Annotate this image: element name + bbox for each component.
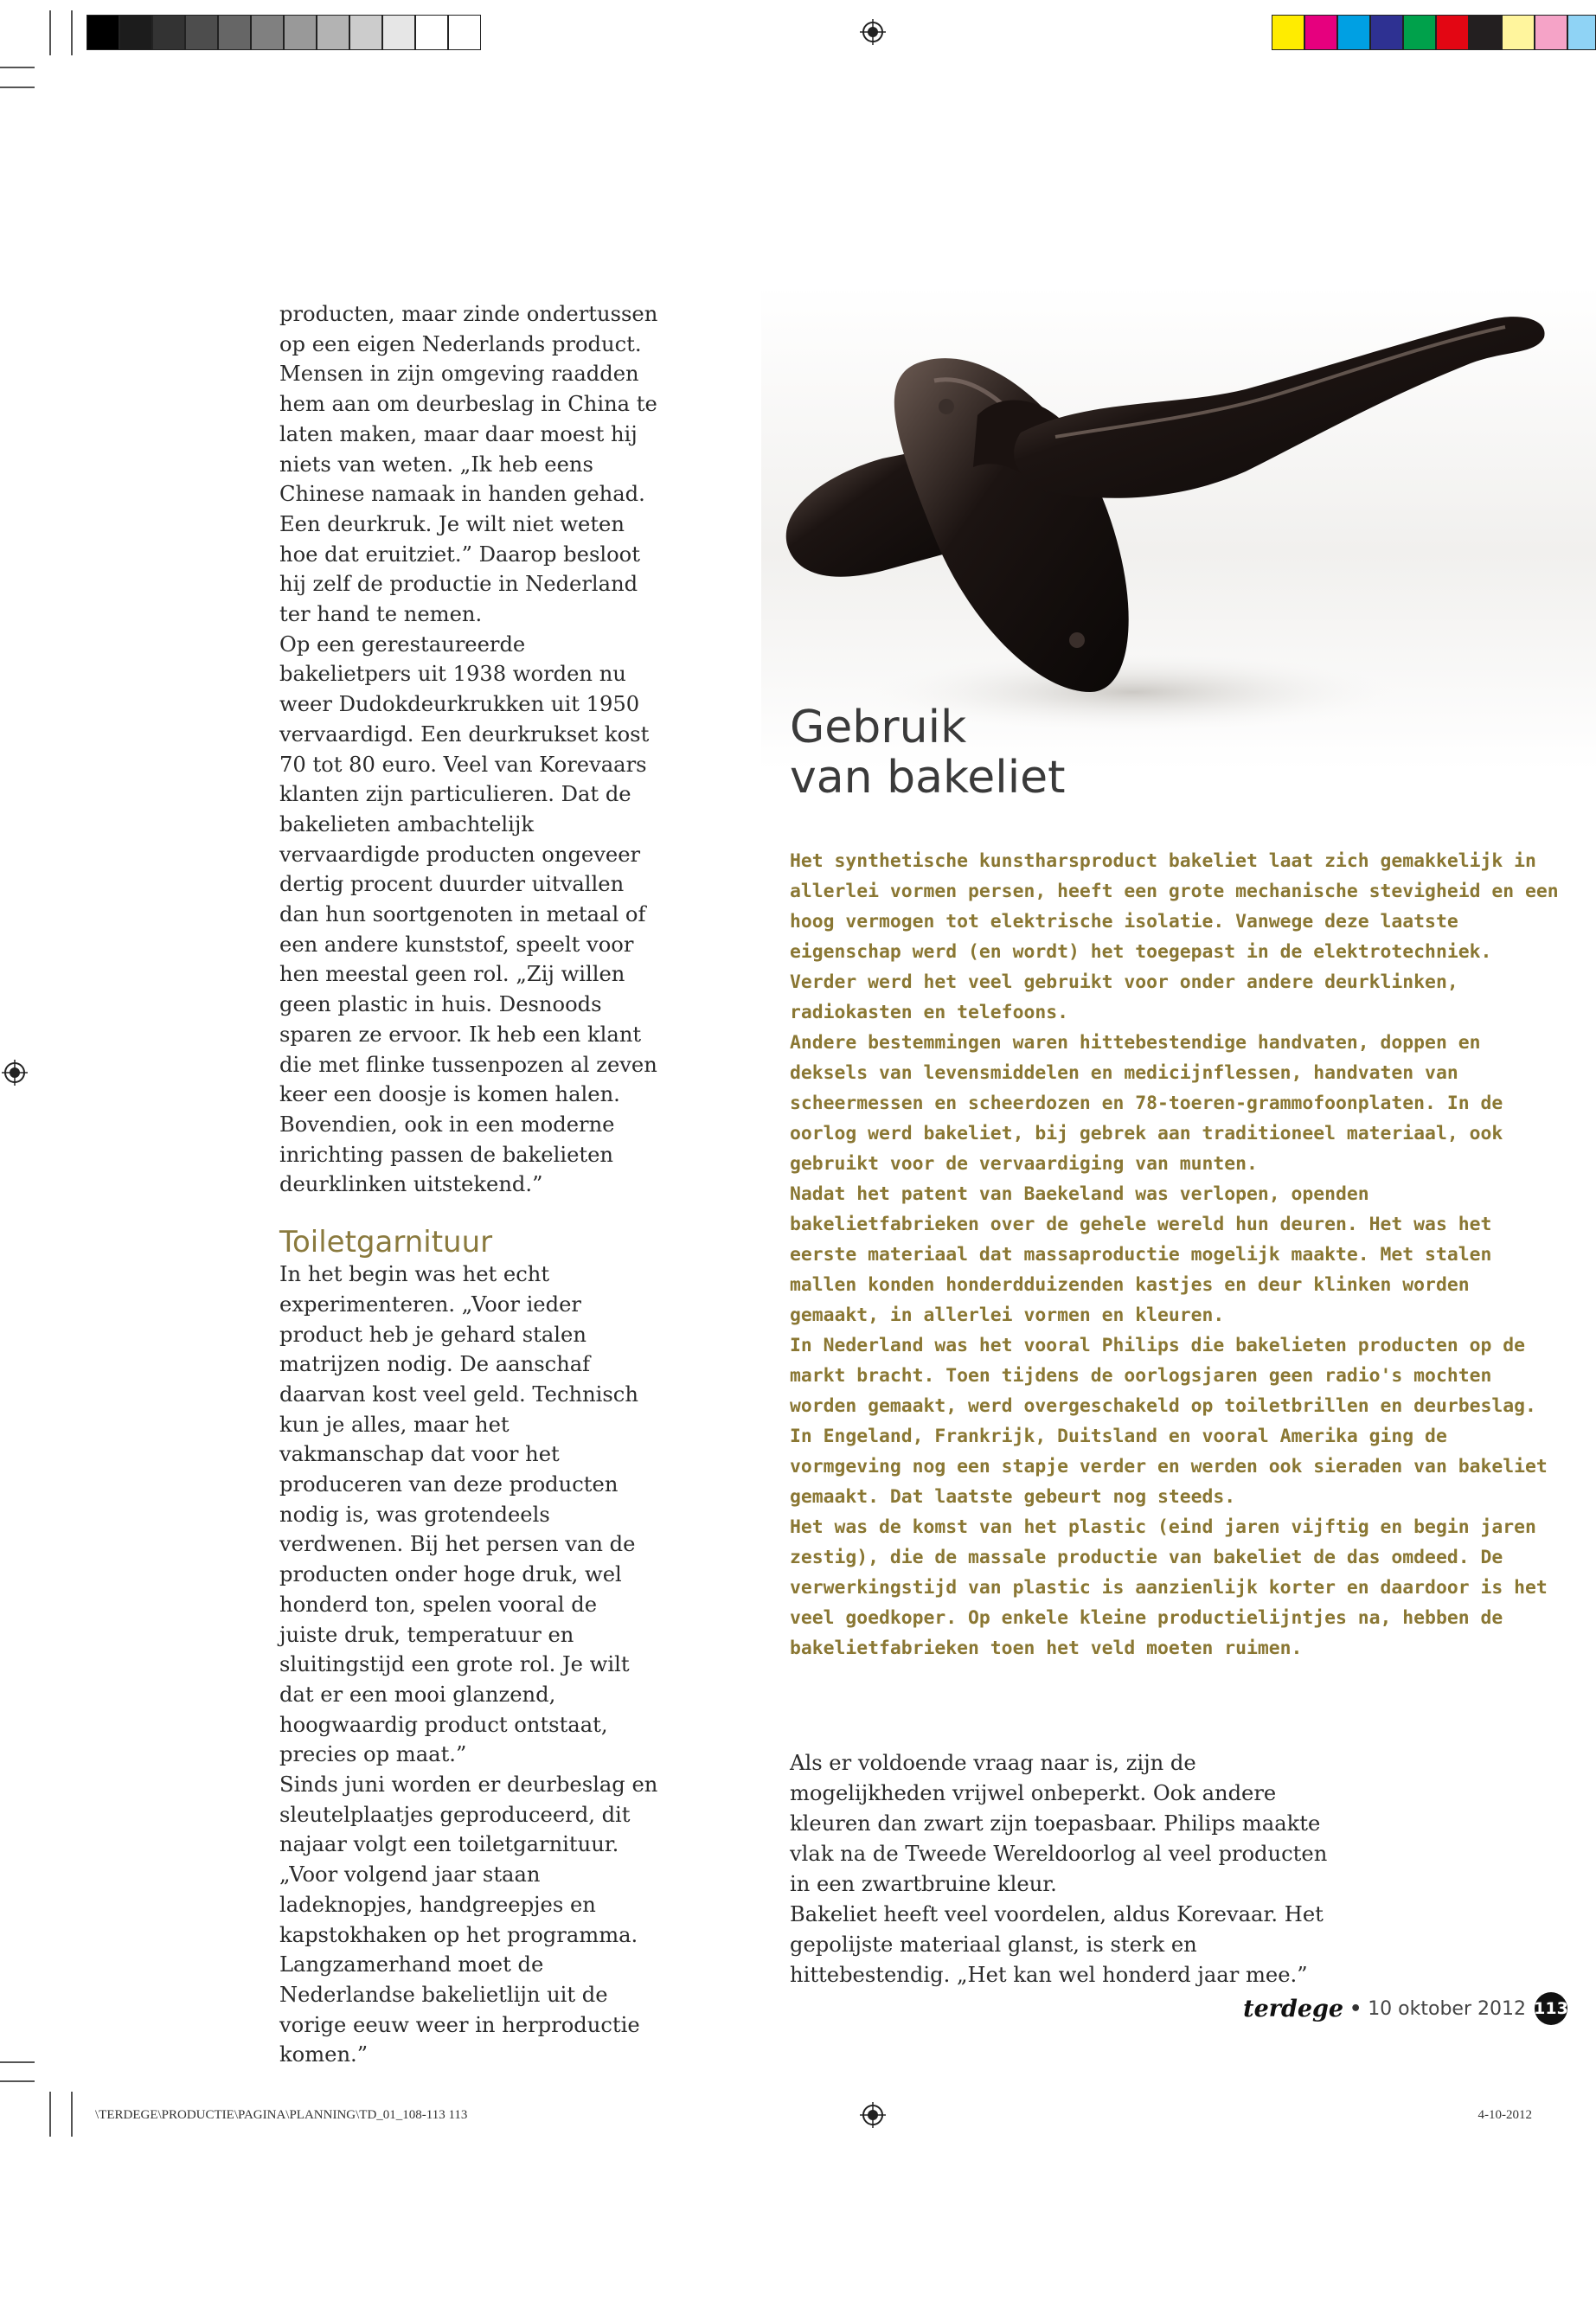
color-swatch — [1567, 15, 1596, 50]
color-swatch — [1502, 15, 1535, 50]
registration-mark-icon — [860, 2102, 886, 2128]
color-swatch — [448, 15, 481, 50]
page-footer — [1243, 1991, 1567, 2026]
crop-mark — [0, 2061, 35, 2063]
color-swatch — [185, 15, 218, 50]
color-swatch — [1469, 15, 1502, 50]
crop-mark — [0, 2080, 35, 2082]
color-swatch — [284, 15, 317, 50]
color-swatch — [1272, 15, 1304, 50]
body-paragraph: In het begin was het echt experimenteren. „Voor ieder product heb je gehard stalen matrijzen nodig. De aanschaf daarvan kost veel geld. Technisch kun je alles, maar het vakmanschap dat voor het produceren van deze producten nodig is, was grotendeels verdwenen. Bij het persen van de producten onder hoge druk, wel honderd ton, spelen vooral de juiste druk, temperatuur en sluitingstijd een grote rol. Je wilt dat er een mooi glanzend, hoogwaardig product ontstaat, precies op maat.” — [279, 1262, 638, 1767]
registration-mark-icon — [860, 19, 886, 45]
section-subhead: Toiletgarnituur — [279, 1225, 493, 1260]
color-swatch — [1436, 15, 1469, 50]
color-swatch — [218, 15, 251, 50]
crop-mark — [71, 10, 73, 55]
separator-dot-icon: • — [1349, 1997, 1362, 2020]
crop-mark — [49, 10, 51, 55]
sidebar-paragraph: Het synthetische kunstharsproduct bakeliet laat zich gemakkelijk in allerlei vormen persen, heeft een grote mechanische stevigheid en een hoog vermogen tot elektrische isolatie. Vanwege deze laatste eigenschap werd (en wordt) het toegepast in de elektrotechniek. Verder werd het veel gebruikt voor onder andere deurklinken, radiokasten en telefoons. — [790, 850, 1559, 1023]
crop-mark — [0, 87, 35, 88]
slug-path: \TERDEGE\PRODUCTIE\PAGINA\PLANNING\TD_01_108-113 113 — [95, 2108, 468, 2122]
sidebar-title — [790, 702, 1309, 803]
door-handle-photo — [761, 285, 1596, 770]
color-swatch — [1370, 15, 1403, 50]
page-number: 113 — [1535, 1992, 1567, 2025]
crop-mark — [49, 2092, 51, 2137]
color-swatch — [382, 15, 415, 50]
color-swatch — [349, 15, 382, 50]
left-text-column — [279, 299, 660, 2070]
sidebar-paragraph: Nadat het patent van Baekeland was verlopen, openden bakelietfabrieken over de gehele wereld hun deuren. Het was het eerste materiaal dat massaproductie mogelijk maakte. Met stalen mallen konden honderdduizenden kastjes en deur klinken worden gemaakt, in allerlei vormen en kleuren. — [790, 1183, 1492, 1326]
sidebar-title-line: van bakeliet — [790, 752, 1066, 804]
color-swatch — [119, 15, 152, 50]
color-swatch — [87, 15, 119, 50]
body-paragraph: Bakeliet heeft veel voordelen, aldus Korevaar. Het gepolijste materiaal glanst, is sterk en hittebestendig. „Het kan wel honderd jaar mee.” — [790, 1902, 1324, 1987]
color-swatch — [1535, 15, 1567, 50]
color-swatch — [415, 15, 448, 50]
sidebar-paragraph: In Nederland was het vooral Philips die bakelieten producten op de markt bracht. Toen tijdens de oorlogsjaren geen radio's mochten worden gemaakt, werd overgeschakeld op toiletbrillen en deurbeslag. In Engeland, Frankrijk, Duitsland en vooral Amerika ging de vormgeving nog een stapje verder en werden ook sieraden van bakeliet gemaakt. Dat laatste gebeurt nog steeds. — [790, 1335, 1548, 1508]
color-swatch — [317, 15, 349, 50]
body-paragraph: Sinds juni worden er deurbeslag en sleutelplaatjes geproduceerd, dit najaar volgt een toiletgarnituur. „Voor volgend jaar staan ladeknopjes, handgreepjes en kapstokhaken op het programma. Langzamerhand moet de Nederlandse bakelietlijn uit de vorige eeuw weer in herproductie komen.” — [279, 1772, 658, 2067]
sidebar-title-line: Gebruik — [790, 702, 967, 753]
sidebar-paragraph: Andere bestemmingen waren hittebestendige handvaten, doppen en deksels van levensmiddelen en medicijnflessen, handvaten van scheermessen en scheerdozen en 78-toeren-grammofoonplaten. In de oorlog werd bakeliet, bij gebrek aan traditioneel materiaal, ook gebruikt voor de vervaardiging van munten. — [790, 1032, 1503, 1175]
slug-date: 4-10-2012 — [1477, 2108, 1532, 2122]
issue-date: 10 oktober 2012 — [1368, 1997, 1526, 2020]
crop-mark — [71, 2092, 73, 2137]
body-paragraph: Als er voldoende vraag naar is, zijn de mogelijkheden vrijwel onbeperkt. Ook andere kleuren dan zwart zijn toepasbaar. Philips maakte vlak na de Tweede Wereldoorlog al veel producten in een zwartbruine kleur. — [790, 1751, 1328, 1896]
right-text-column — [790, 1748, 1352, 1990]
sidebar-paragraph: Het was de komst van het plastic (eind jaren vijftig en begin jaren zestig), die de massale productie van bakeliet de das omdeed. De verwerkingstijd van plastic is aanzienlijk korter en daardoor is het veel goedkoper. Op enkele kleine productielijntjes na, hebben de bakelietfabrieken toen het veld moeten ruimen. — [790, 1516, 1548, 1659]
body-paragraph: producten, maar zinde ondertussen op een eigen Nederlands product. Mensen in zijn omgeving raadden hem aan om deurbeslag in China te laten maken, maar daar moest hij niets van weten. „Ik heb eens Chinese namaak in handen gehad. Een deurkruk. Je wilt niet weten hoe dat eruitziet.” Daarop besloot hij zelf de productie in Nederland ter hand te nemen. — [279, 302, 658, 627]
color-swatch — [1304, 15, 1337, 50]
body-paragraph: Op een gerestaureerde bakelietpers uit 1938 worden nu weer Dudokdeurkrukken uit 1950 vervaardigd. Een deurkrukset kost 70 tot 80 euro. Veel van Korevaars klanten zijn particulieren. Dat de bakelieten ambachtelijk vervaardigde producten ongeveer dertig procent duurder uitvallen dan hun soortgenoten in metaal of een andere kunststof, speelt voor hen meestal geen rol. „Zij willen geen plastic in huis. Desnoods sparen ze ervoor. Ik heb een klant die met flinke tussenpozen al zeven keer een doosje is komen halen. Bovendien, ook in een moderne inrichting passen de bakelieten deurklinken uitstekend.” — [279, 631, 657, 1197]
color-swatch — [152, 15, 185, 50]
crop-mark — [0, 67, 35, 68]
sidebar-body — [790, 846, 1568, 1663]
color-swatch — [251, 15, 284, 50]
magazine-logo: terdege — [1243, 1995, 1344, 2022]
color-swatch — [1403, 15, 1436, 50]
color-swatch — [1337, 15, 1370, 50]
registration-mark-icon — [2, 1060, 28, 1086]
